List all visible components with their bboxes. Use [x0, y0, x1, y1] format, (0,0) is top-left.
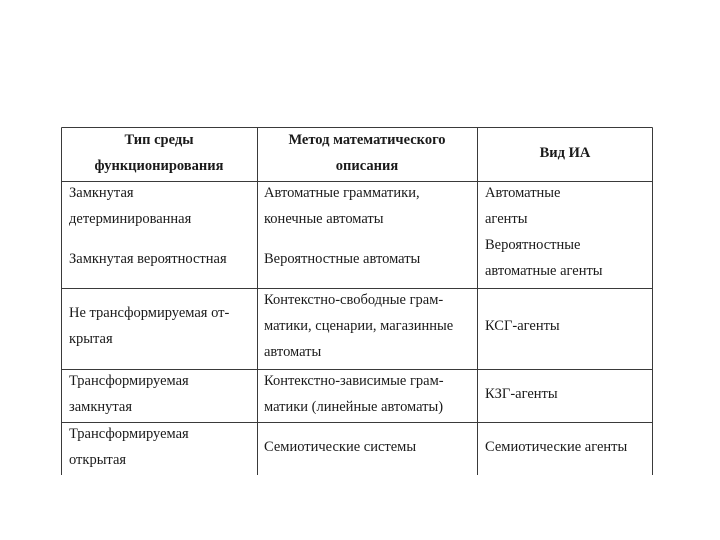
- row-1-agent-line1: Автоматные: [485, 185, 561, 201]
- table-row-3-agent: КСГ-агенты: [485, 318, 560, 334]
- table-row-5-method: Семиотические системы: [264, 439, 417, 455]
- row-3-method-line3: автоматы: [264, 344, 322, 360]
- table-row-2-method: Вероятностные автоматы: [264, 251, 421, 267]
- row-1-method-line2: конечные автоматы: [264, 211, 384, 227]
- row-3-env-line2: крытая: [69, 331, 113, 347]
- row-4-method-line1: Контекстно-зависимые грам-: [264, 373, 444, 389]
- row-1-env-line2: детерминированная: [69, 211, 192, 227]
- header-math-method-line1: Метод математического: [288, 132, 446, 148]
- table-row-2-environment: Замкнутая вероятностная: [69, 251, 227, 267]
- table-row-5-agent: Семиотические агенты: [485, 439, 628, 455]
- row-1-env-line1: Замкнутая: [69, 185, 134, 201]
- row-2-agent-line1: Вероятностные: [485, 237, 581, 253]
- table-row-1-method: [264, 180, 420, 232]
- row-5-env-line1: Трансформируемая: [69, 426, 189, 442]
- table-row-1-agent: [485, 180, 561, 232]
- row-2-agent-line2: автоматные агенты: [485, 263, 603, 279]
- table-row-2-agent: [485, 232, 603, 284]
- header-environment-type: [61, 127, 257, 179]
- row-5-env-line2: открытая: [69, 452, 127, 468]
- table-row-3-environment: [69, 300, 229, 352]
- table-row-1-environment: [69, 180, 191, 232]
- row-1-agent-line2: агенты: [485, 211, 528, 227]
- row-4-method-line2: матики (линейные автоматы): [264, 399, 444, 415]
- table-row-4-method: [264, 368, 444, 420]
- row-4-env-line1: Трансформируемая: [69, 373, 189, 389]
- header-math-method-line2: описания: [335, 158, 399, 174]
- header-environment-type-line1: Тип среды: [124, 132, 194, 148]
- table-row-3-method: [264, 287, 453, 365]
- table-row-5-environment: [69, 421, 189, 473]
- row-3-method-line1: Контекстно-свободные грам-: [264, 292, 444, 308]
- row-3-env-line1: Не трансформируемая от-: [69, 305, 230, 321]
- header-environment-type-line2: функционирования: [94, 158, 224, 174]
- table-row-4-environment: [69, 368, 189, 420]
- row-4-env-line2: замкнутая: [69, 399, 133, 415]
- row-3-method-line2: матики, сценарии, магазинные: [264, 318, 454, 334]
- header-math-method: [257, 127, 477, 179]
- row-1-method-line1: Автоматные грамматики,: [264, 185, 420, 201]
- classification-table: [61, 127, 653, 475]
- table-row-4-agent: КЗГ-агенты: [485, 386, 558, 402]
- header-agent-type: Вид ИА: [539, 145, 591, 161]
